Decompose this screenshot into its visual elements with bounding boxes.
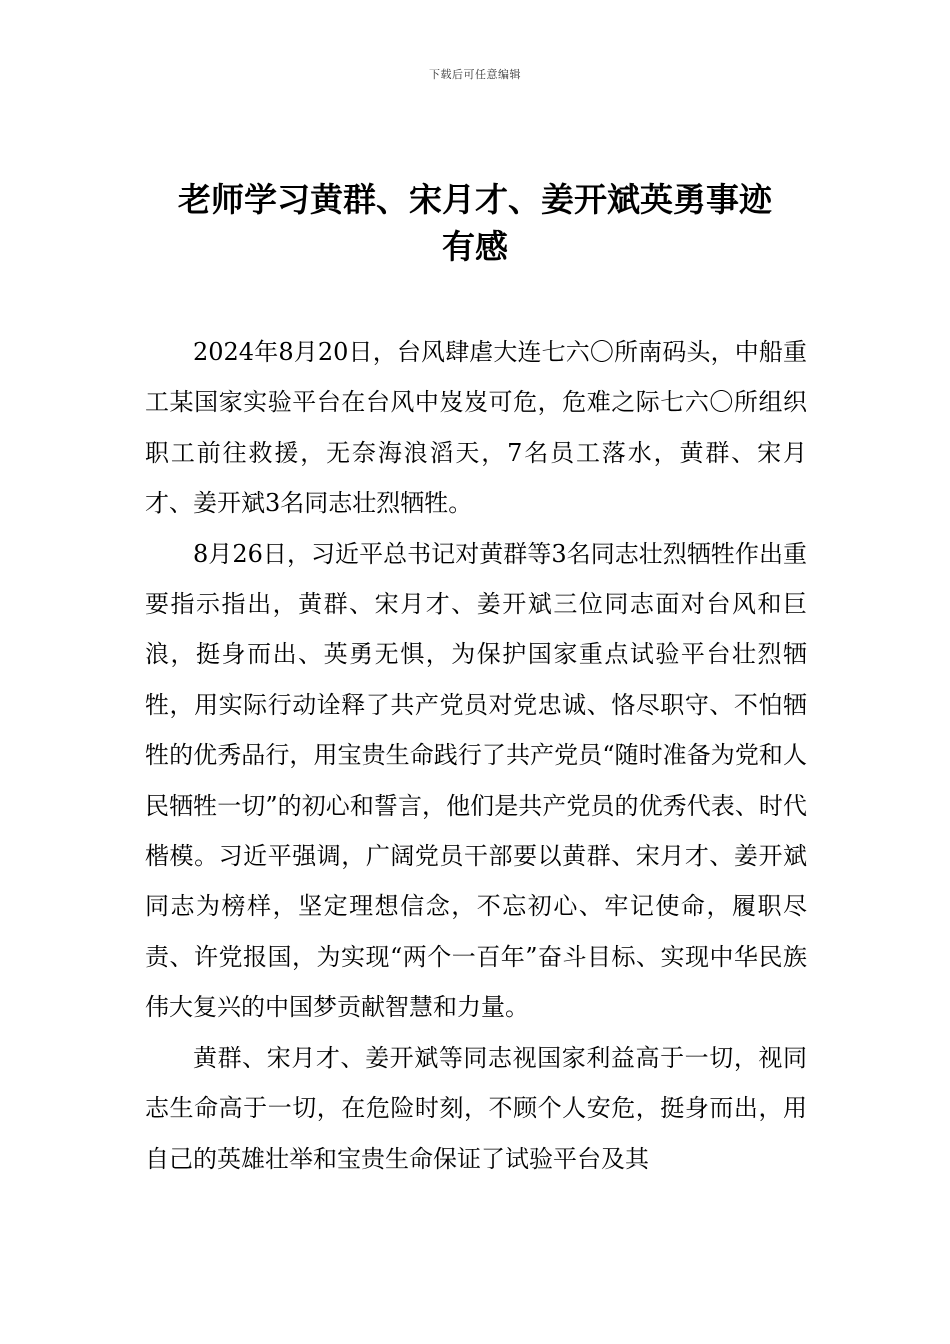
paragraph-2: 8月26日，习近平总书记对黄群等3名同志壮烈牺牲作出重要指示指出，黄群、宋月才、姜开斌三位同志面对台风和巨浪，挺身而出、英勇无惧，为保护国家重点试验平台壮烈牺牲，用实际行动诠释了共产党员对党忠诚、恪尽职守、不怕牺牲的优秀品行，用宝贵生命践行了共产党员“随时准备为党和人民牺牲一切”的初心和誓言，他们是共产党员的优秀代表、时代楷模。习近平强调，广阔党员干部要以黄群、宋月才、姜开斌同志为榜样，坚定理想信念，不忘初心、牢记使命，履职尽责、许党报国，为实现“两个一百年”奋斗目标、实现中华民族伟大复兴的中国梦贡献智慧和力量。	[145, 539, 807, 1022]
header-note: 下载后可任意编辑	[429, 68, 521, 81]
title-line-2: 有感	[442, 227, 508, 266]
document-body	[145, 327, 807, 1184]
title-line-1: 老师学习黄群、宋月才、姜开斌英勇事迹	[178, 180, 772, 219]
paragraph-3: 黄群、宋月才、姜开斌等同志视国家利益高于一切，视同志生命高于一切，在危险时刻，不顾个人安危，挺身而出，用自己的英雄壮举和宝贵生命保证了试验平台及其	[145, 1043, 807, 1173]
paragraph-1: 2024年8月20日，台风肆虐大连七六〇所南码头，中船重工某国家实验平台在台风中岌岌可危，危难之际七六〇所组织职工前往救援，无奈海浪滔天，7名员工落水，黄群、宋月才、姜开斌3名同志壮烈牺牲。	[145, 338, 807, 518]
document-title	[145, 176, 805, 270]
